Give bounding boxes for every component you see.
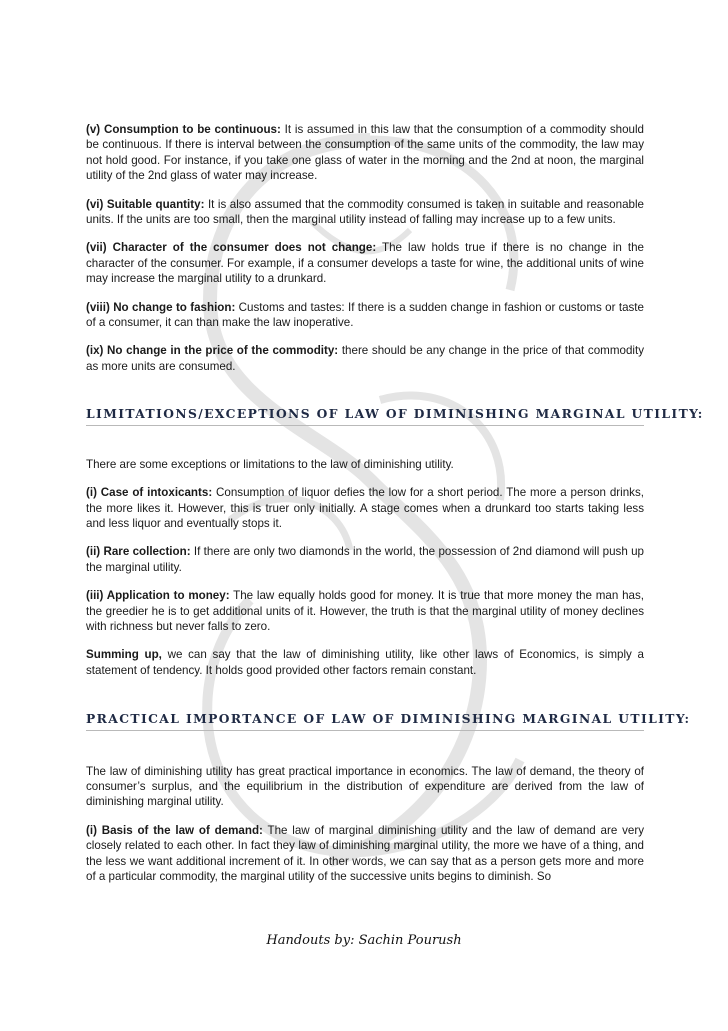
- assumption-vi-text: It is also assumed that the commodity consumed is taken in suitable and reasonable units. If the units are too small, then the marginal utility instead of falling may increase up to a few units.: [86, 197, 644, 227]
- limitations-heading: LIMITATIONS/EXCEPTIONS OF LAW OF DIMINISHING MARGINAL UTILITY:: [86, 406, 644, 425]
- assumption-ix: [86, 343, 644, 374]
- assumption-viii-title: (viii) No change to fashion:: [86, 300, 236, 314]
- summing-up-text: we can say that the law of diminishing utility, like other laws of Economics, is simply a statement of tendency. It holds good provided other factors remain constant.: [86, 648, 644, 677]
- practical-intro: The law of diminishing utility has great practical importance in economics. The law of demand, the theory of consumer’s surplus, and the equilibrium in the distribution of expenditure are derived from the law of diminishing marginal utility.: [86, 764, 644, 809]
- limitation-rare-collection-text: If there are only two diamonds in the world, the possession of 2nd diamond will push up the marginal utility.: [86, 545, 644, 574]
- assumption-vii-title: (vii) Character of the consumer does not change:: [86, 241, 377, 255]
- practical-demand-basis-title: (i) Basis of the law of demand:: [86, 823, 263, 837]
- limitation-intoxicants-title: (i) Case of intoxicants:: [86, 486, 213, 500]
- page-footer: Handouts by: Sachin Pourush: [266, 933, 462, 948]
- assumption-viii: [86, 300, 644, 331]
- assumption-vii: [86, 240, 644, 286]
- limitation-intoxicants: [86, 485, 644, 531]
- practical-demand-basis: [86, 823, 644, 885]
- assumption-v: [86, 122, 644, 184]
- limitation-rare-collection: [86, 544, 644, 575]
- limitation-rare-collection-title: (ii) Rare collection:: [86, 545, 191, 559]
- limitation-money-title: (iii) Application to money:: [86, 589, 230, 603]
- practical-demand-basis-text: The law of marginal diminishing utility and the law of demand are very closely related to each other. In fact they law of diminishing marginal utility, the more we have of a thing, and the less we want additional increment of it. In other words, we can say that as a person gets more and more of a particular commodity, the marginal utility of the successive units begins to diminish. So: [86, 823, 644, 883]
- assumption-viii-text: Customs and tastes: If there is a sudden change in fashion or customs or taste of a consumer, it can than make the law inoperative.: [86, 300, 644, 330]
- assumption-vi-title: (vi) Suitable quantity:: [86, 197, 205, 211]
- assumption-ix-title: (ix) No change in the price of the commodity:: [86, 344, 339, 358]
- assumption-vi: [86, 197, 644, 228]
- document-body: [86, 122, 704, 897]
- assumption-v-text: It is assumed in this law that the consumption of a commodity should be continuous. If there is interval between the consumption of the same units of the commodity, the law may not hold good. For instance, if you take one glass of water in the morning and the 2nd at noon, the marginal utility of the 2nd glass of water may increase.: [86, 123, 645, 183]
- limitations-intro: There are some exceptions or limitations to the law of diminishing utility.: [86, 457, 454, 471]
- limitation-money: [86, 588, 644, 634]
- summing-up: [86, 647, 644, 678]
- practical-importance-heading: PRACTICAL IMPORTANCE OF LAW OF DIMINISHING MARGINAL UTILITY:: [86, 711, 644, 730]
- assumption-vii-text: The law holds true if there is no change in the character of the consumer. For example, if a consumer develops a taste for wine, the additional units of wine may increase the marginal utility to a drunkard.: [86, 241, 644, 286]
- assumption-v-title: (v) Consumption to be continuous:: [86, 123, 281, 136]
- assumption-ix-text: there should be any change in the price of that commodity as more units are consumed.: [86, 344, 644, 373]
- summing-up-title: Summing up,: [86, 648, 162, 662]
- limitation-intoxicants-text: Consumption of liquor defies the low for a short period. The more a person drinks, the more likes it. However, this is truer only initially. A stage comes when a drunkard too starts taking less and less liquor and eventually stops it.: [86, 486, 644, 530]
- limitation-money-text: The law equally holds good for money. It is true that more money the man has, the greedier he is to get additional units of it. However, the truth is that the marginal utility of money declines with richness but never falls to zero.: [86, 589, 644, 633]
